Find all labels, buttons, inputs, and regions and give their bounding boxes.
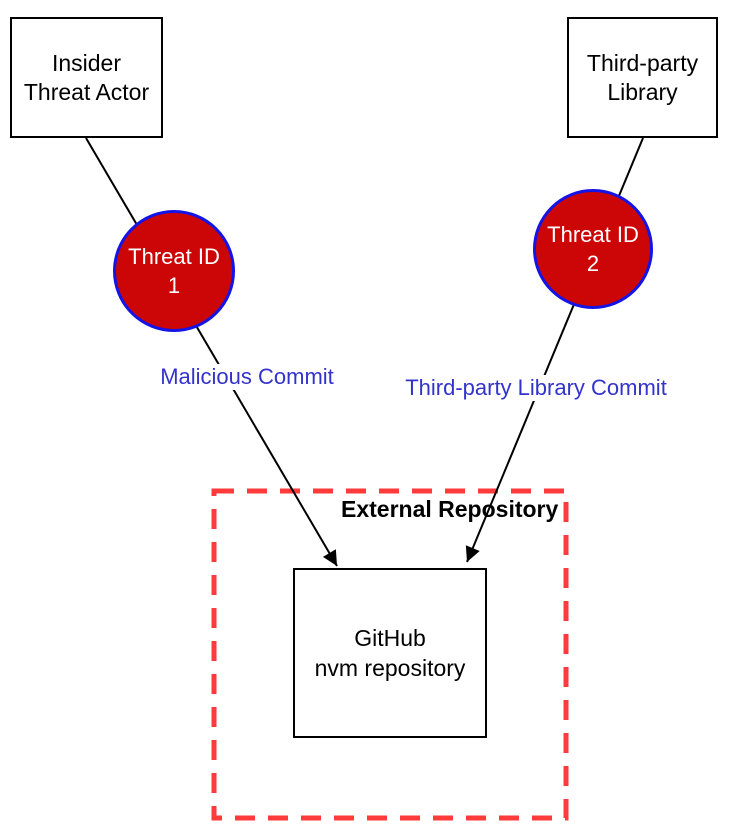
threat-id-1-label-line2: 1 [167, 273, 181, 298]
edge-insider-to-repo [86, 138, 337, 566]
third-party-library-label-line2: Library [607, 78, 678, 105]
external-repository-dashed-boundary [214, 491, 566, 818]
external-repository-label: External Repository [341, 496, 559, 522]
threat-id-2-label-line2: 2 [586, 251, 600, 276]
github-repo-label-line1: GitHub [354, 625, 426, 651]
threat-id-1-label-line1: Threat ID [128, 244, 220, 269]
github-repo-label-line2: nvm repository [314, 655, 466, 681]
threat-id-2-node [533, 189, 653, 309]
threat-id-2-label-line1: Threat ID [547, 222, 639, 247]
edge-label-malicious-commit: Malicious Commit [160, 364, 334, 389]
third-party-library-label-line1: Third-party [586, 49, 699, 76]
insider-threat-actor-label-line1: Insider [51, 49, 122, 76]
edge-label-third-party-library-commit: Third-party Library Commit [405, 375, 667, 400]
threat-id-1-node [113, 210, 235, 332]
insider-threat-actor-label-line2: Threat Actor [23, 78, 150, 105]
